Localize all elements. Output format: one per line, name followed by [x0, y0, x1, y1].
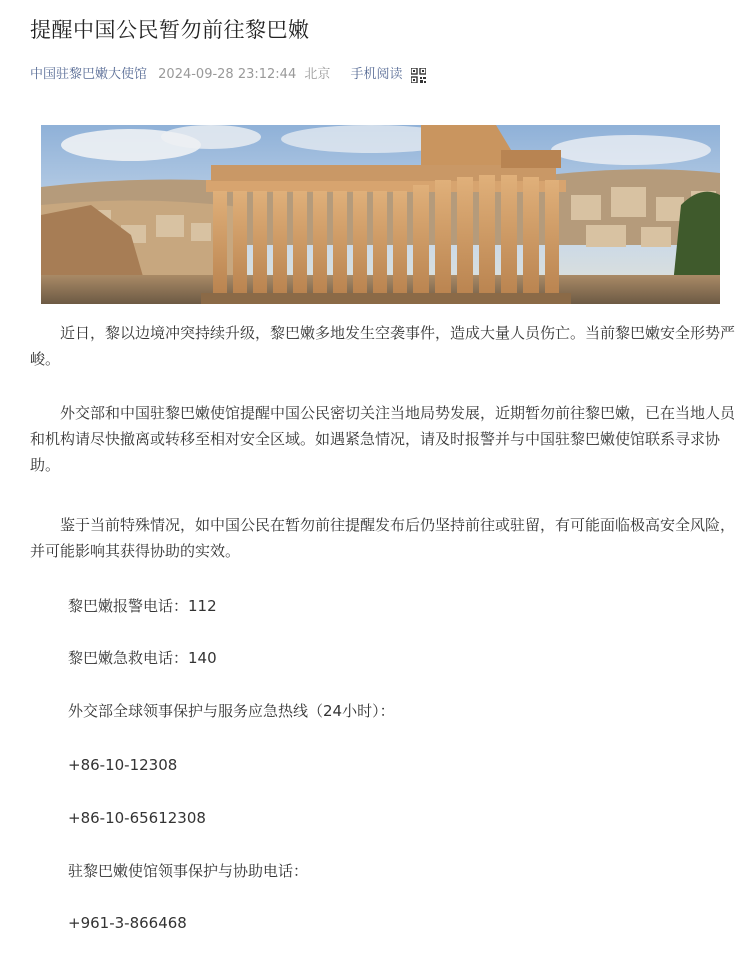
publish-location: 北京 — [304, 67, 331, 82]
embassy-label: 驻黎巴嫩使馆领事保护与协助电话： — [68, 862, 309, 880]
qr-code-icon[interactable] — [411, 68, 426, 83]
hotline-label: 外交部全球领事保护与服务应急热线（24小时）： — [68, 702, 395, 720]
article-meta — [30, 65, 426, 85]
police-phone: 黎巴嫩报警电话：112 — [68, 597, 217, 615]
mobile-read-link[interactable]: 手机阅读 — [350, 67, 403, 82]
hotline-number-1[interactable]: +86-10-12308 — [68, 756, 178, 774]
paragraph-2: 外交部和中国驻黎巴嫩使馆提醒中国公民密切关注当地局势发展，近期暂勿前往黎巴嫩，已在当地人员和机构请尽快撤离或转移至相对安全区域。如遇紧急情况，请及时报警并与中国驻黎巴嫩使馆联系寻求协助。 — [30, 404, 736, 474]
hero-image — [41, 125, 720, 304]
paragraph-1: 近日，黎以边境冲突持续升级，黎巴嫩多地发生空袭事件，造成大量人员伤亡。当前黎巴嫩安全形势严峻。 — [30, 324, 736, 368]
ambulance-phone: 黎巴嫩急救电话：140 — [68, 649, 217, 667]
embassy-phone[interactable]: +961-3-866468 — [68, 914, 187, 932]
paragraph-3: 鉴于当前特殊情况，如中国公民在暂勿前往提醒发布后仍坚持前往或驻留，有可能面临极高安全风险，并可能影响其获得协助的实效。 — [30, 516, 736, 560]
account-name-link[interactable]: 中国驻黎巴嫩大使馆 — [30, 67, 148, 82]
article-title: 提醒中国公民暂勿前往黎巴嫩 — [30, 18, 310, 42]
publish-datetime: 2024-09-28 23:12:44 — [158, 67, 297, 82]
hotline-number-2[interactable]: +86-10-65612308 — [68, 809, 206, 827]
